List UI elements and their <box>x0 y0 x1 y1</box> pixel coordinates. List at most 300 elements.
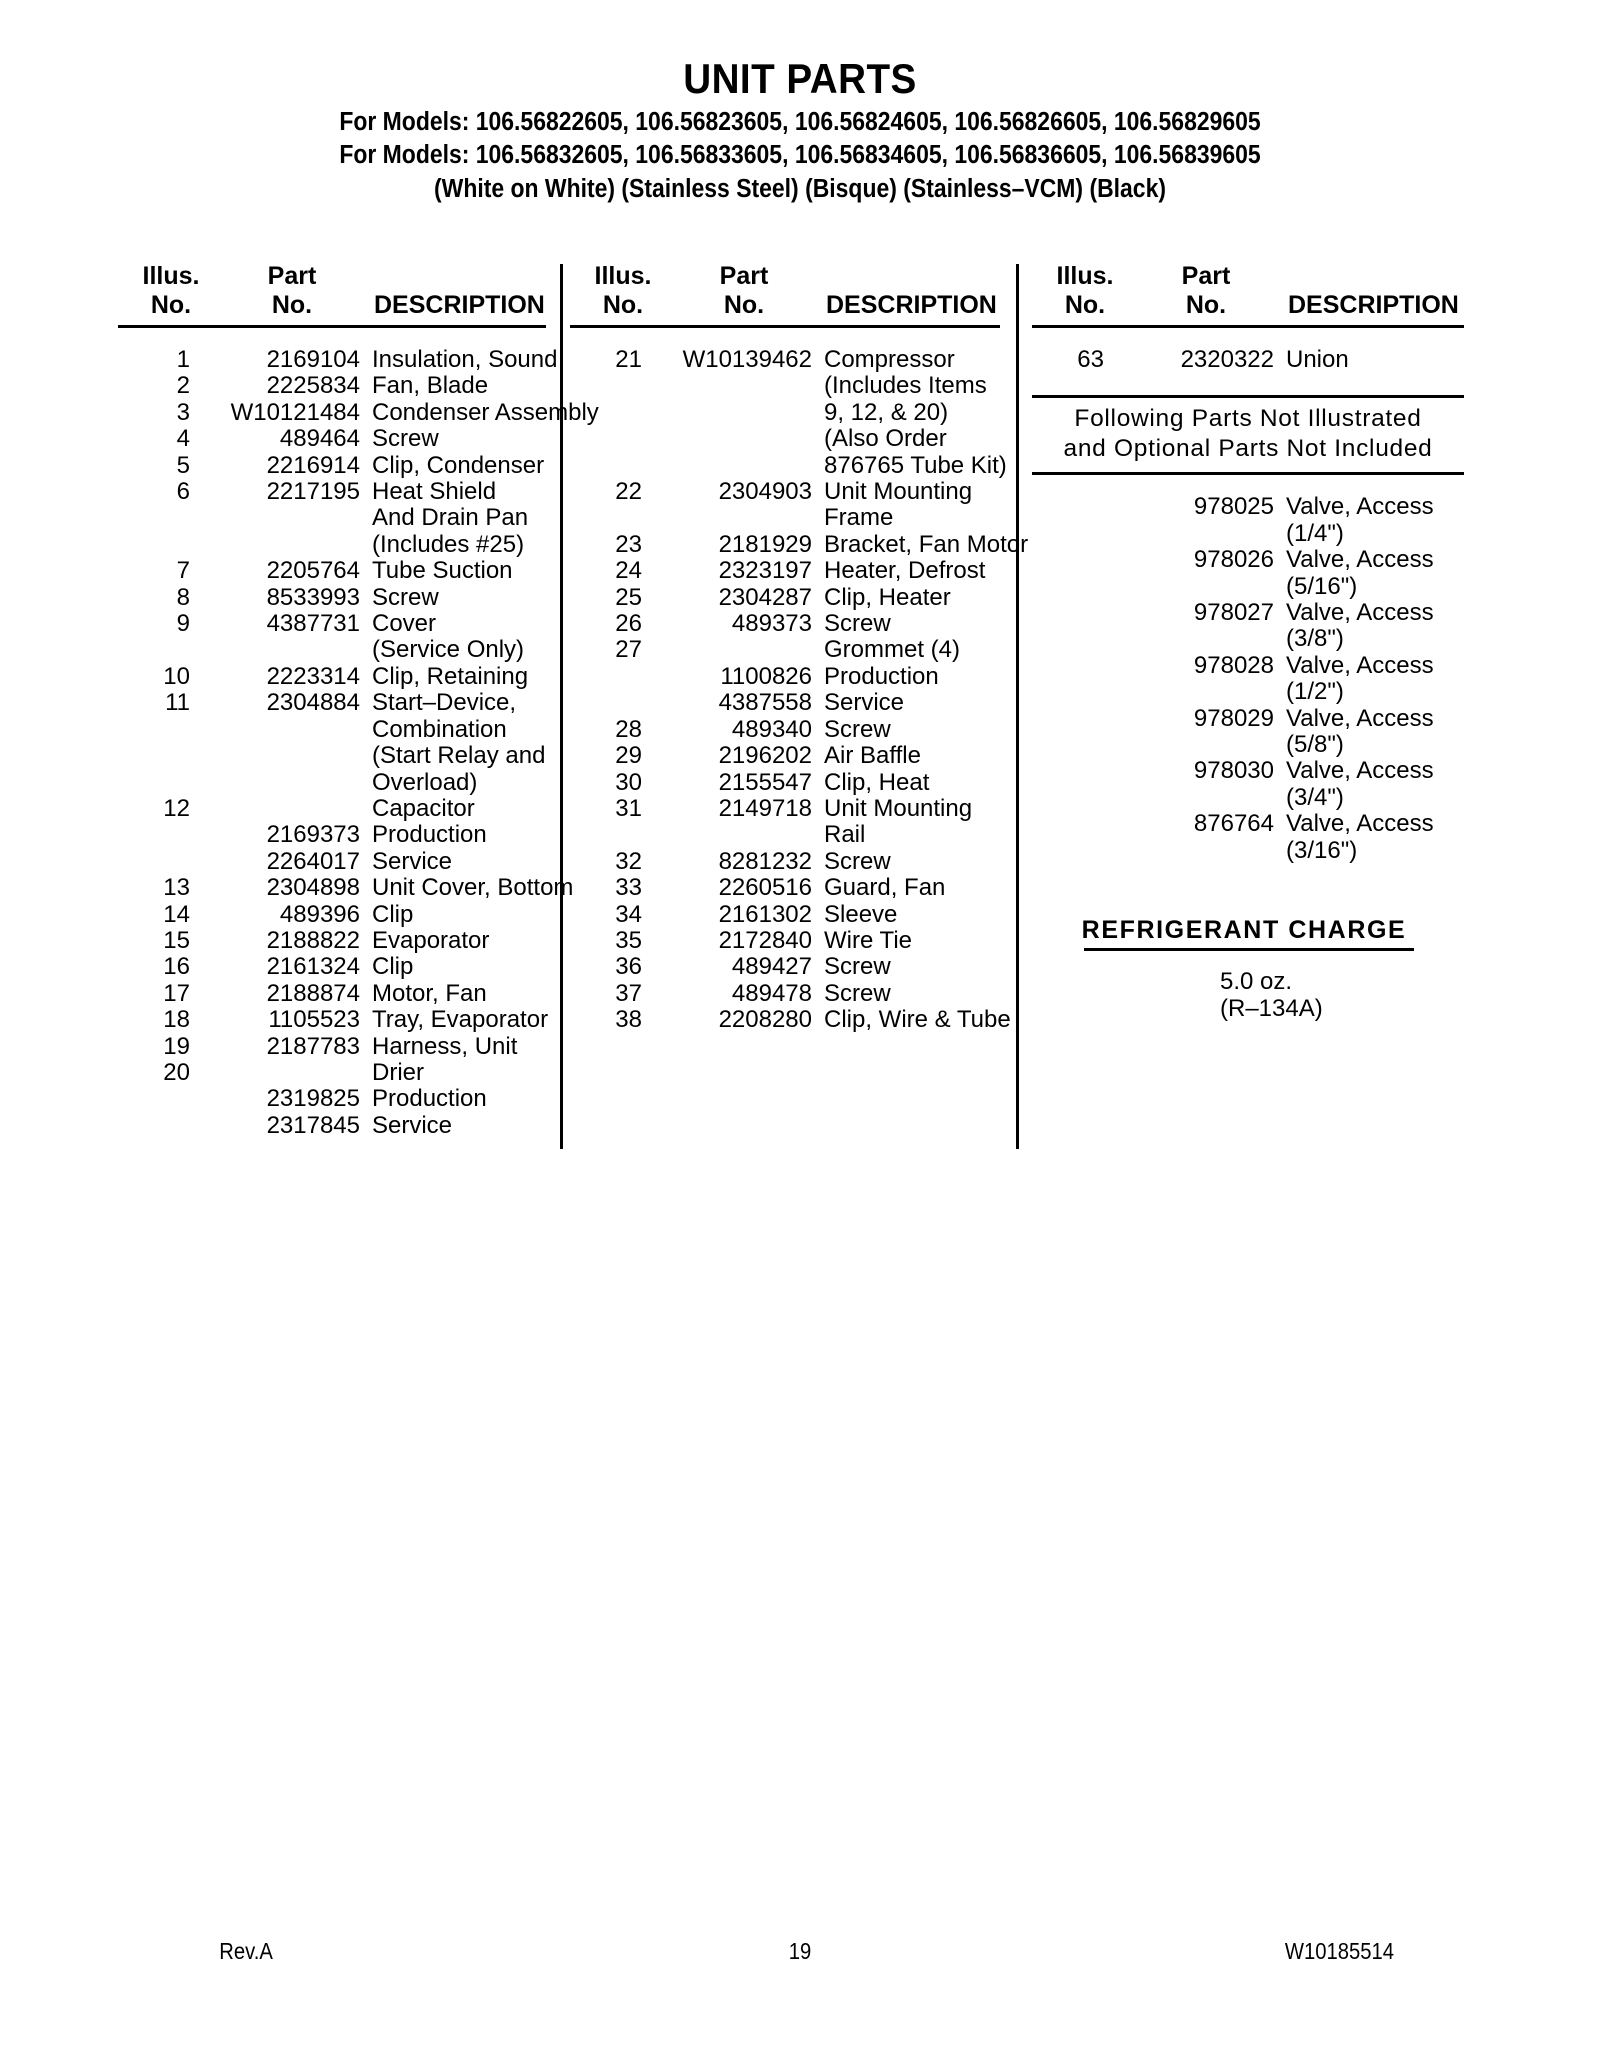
illustration-number: 32 <box>615 847 642 875</box>
illustration-number <box>570 822 642 848</box>
table-row <box>118 849 558 875</box>
illustration-number <box>1032 706 1104 732</box>
illustration-number: 27 <box>615 636 642 664</box>
part-number: 2323197 <box>718 557 812 585</box>
note-rule-bottom <box>1032 472 1464 475</box>
illustration-number <box>1032 811 1104 837</box>
table-row <box>570 954 1022 980</box>
part-description: Air Baffle <box>824 742 921 770</box>
table-row <box>118 558 558 584</box>
header-rule <box>570 325 1000 328</box>
table-row <box>570 822 1022 848</box>
note-line-1: Following Parts Not Illustrated <box>1074 405 1422 433</box>
part-description: Valve, Access <box>1286 810 1434 838</box>
part-description: Valve, Access <box>1286 704 1434 732</box>
part-number: 2205764 <box>266 557 360 585</box>
illustration-number: 1 <box>176 346 190 373</box>
illustration-number: 18 <box>163 1006 190 1034</box>
part-number: 978029 <box>1193 704 1274 732</box>
part-description: (1/2") <box>1286 678 1344 706</box>
illustration-number <box>1032 758 1104 784</box>
part-description: Tube Suction <box>372 557 513 585</box>
table-row <box>118 1086 558 1112</box>
part-description: Cover <box>372 610 437 638</box>
illustration-number: 9 <box>176 610 190 638</box>
part-number <box>190 1060 360 1086</box>
table-row <box>570 902 1022 928</box>
part-description: Compressor <box>824 346 955 373</box>
illustration-number <box>570 505 642 531</box>
column-2-header <box>570 262 1022 328</box>
part-number: 2223314 <box>266 662 360 690</box>
header-illus-line-2: No. <box>1064 291 1106 319</box>
page-footer <box>96 1938 1504 1974</box>
illustration-number: 7 <box>176 557 190 585</box>
illustration-number <box>1032 494 1104 520</box>
table-row <box>118 373 558 399</box>
illustration-number: 31 <box>615 794 642 822</box>
header-description: DESCRIPTION <box>1288 291 1459 319</box>
part-number: 2260516 <box>718 874 812 902</box>
table-row <box>118 347 558 373</box>
part-description: Service <box>372 847 453 875</box>
models-line-2: For Models: 106.56832605, 106.56833605, 106.56834605, 106.56836605, 106.56839605 <box>339 141 1261 169</box>
part-description: (Includes #25) <box>372 530 525 558</box>
illustration-number <box>1032 600 1104 626</box>
part-number: 978027 <box>1193 599 1274 627</box>
parts-columns <box>0 262 1600 1152</box>
illustration-number: 35 <box>615 926 642 954</box>
part-number: 8533993 <box>266 583 360 611</box>
part-number <box>1104 679 1274 705</box>
column-2-rows <box>570 346 1029 1034</box>
part-number: 2188874 <box>266 979 360 1007</box>
part-description: Valve, Access <box>1286 546 1434 574</box>
table-row <box>1032 626 1502 652</box>
part-description: (Includes Items <box>824 372 987 400</box>
part-description: (3/8") <box>1286 625 1344 653</box>
table-row <box>570 875 1022 901</box>
part-number: 2208280 <box>718 1006 812 1034</box>
part-number: 876764 <box>1193 810 1274 838</box>
table-row <box>570 664 1022 690</box>
header-part-line-1: Part <box>1181 262 1231 290</box>
part-number: W10121484 <box>230 398 360 426</box>
part-description: Guard, Fan <box>824 874 946 902</box>
illustration-number <box>570 690 642 716</box>
table-row <box>1032 347 1502 373</box>
part-description: Heater, Defrost <box>824 557 986 585</box>
part-number: 4387558 <box>718 689 812 717</box>
illustration-number <box>1032 679 1104 705</box>
illustration-number <box>570 453 642 479</box>
part-description: (5/8") <box>1286 731 1344 759</box>
part-number: 2304287 <box>718 583 812 611</box>
part-number <box>1104 521 1274 547</box>
refrigerant-charge-underline <box>1084 948 1414 951</box>
part-description: Screw <box>824 715 891 743</box>
part-description: Wire Tie <box>824 926 913 954</box>
part-number <box>1104 732 1274 758</box>
illustration-number: 37 <box>615 979 642 1007</box>
part-description: Screw <box>824 847 891 875</box>
table-row <box>570 505 1022 531</box>
illustration-number: 29 <box>615 742 642 770</box>
table-row <box>118 1113 558 1139</box>
part-description: (3/16") <box>1286 836 1358 864</box>
illustration-number: 33 <box>615 874 642 902</box>
illustration-number: 22 <box>615 478 642 506</box>
refrigerant-amount: 5.0 oz. <box>1220 968 1293 996</box>
refrigerant-type: (R–134A) <box>1220 994 1323 1022</box>
header-part-line-1: Part <box>719 262 769 290</box>
column-divider-1 <box>560 264 563 1149</box>
part-description: Overload) <box>372 768 478 796</box>
table-row <box>118 453 558 479</box>
part-number: 2317845 <box>266 1111 360 1139</box>
table-row <box>118 1034 558 1060</box>
part-description: Unit Mounting <box>824 478 973 506</box>
illustration-number: 4 <box>176 425 190 453</box>
illustration-number <box>570 400 642 426</box>
part-description: (1/4") <box>1286 519 1344 547</box>
part-description: Valve, Access <box>1286 493 1434 521</box>
illustration-number: 15 <box>163 926 190 954</box>
part-number: 978030 <box>1193 757 1274 785</box>
part-description: Clip, Wire & Tube <box>824 1006 1011 1034</box>
revision-label: Rev.A <box>219 1938 273 1964</box>
header-illus-line-2: No. <box>602 291 644 319</box>
optional-parts-rows <box>1032 494 1502 864</box>
illustration-number <box>1032 626 1104 652</box>
table-row <box>570 981 1022 1007</box>
part-number: 489396 <box>279 900 360 928</box>
part-number <box>1104 626 1274 652</box>
parts-column-1 <box>118 262 599 1139</box>
illustration-number: 23 <box>615 530 642 558</box>
table-row <box>118 479 558 505</box>
page-header <box>0 56 1600 207</box>
part-number: 2304898 <box>266 874 360 902</box>
part-description: Rail <box>824 821 866 849</box>
table-row <box>118 717 558 743</box>
header-part-line-2: No. <box>1185 291 1227 319</box>
illustration-number: 17 <box>163 979 190 1007</box>
part-number: 2320322 <box>1180 346 1274 373</box>
part-number: 2155547 <box>718 768 812 796</box>
part-number: 2181929 <box>718 530 812 558</box>
header-part-line-2: No. <box>271 291 313 319</box>
table-row <box>118 796 558 822</box>
table-row <box>118 585 558 611</box>
part-description: (Start Relay and <box>372 742 546 770</box>
part-number <box>190 532 360 558</box>
table-row <box>570 1007 1022 1033</box>
part-description: Screw <box>372 583 439 611</box>
part-number: 2169104 <box>266 346 360 373</box>
part-number: 1105523 <box>268 1006 360 1034</box>
illustration-number <box>118 1086 190 1112</box>
part-description: Start–Device, <box>372 689 517 717</box>
part-description: (Service Only) <box>372 636 525 664</box>
not-illustrated-note <box>1032 398 1464 468</box>
table-row <box>1032 521 1502 547</box>
part-description: Evaporator <box>372 926 490 954</box>
illustration-number: 14 <box>163 900 190 928</box>
header-description: DESCRIPTION <box>826 291 997 319</box>
illustration-number <box>118 717 190 743</box>
part-description: Screw <box>824 953 891 981</box>
part-number: 2161324 <box>266 953 360 981</box>
table-row <box>570 530 1029 558</box>
illustration-number <box>118 637 190 663</box>
part-number: 2216914 <box>266 451 360 479</box>
models-line-1: For Models: 106.56822605, 106.56823605, 106.56824605, 106.56826605, 106.56829605 <box>339 108 1261 136</box>
part-description: Unit Cover, Bottom <box>372 874 574 902</box>
part-number <box>1104 785 1274 811</box>
part-number: 489478 <box>731 979 812 1007</box>
part-description: (Also Order <box>824 425 947 453</box>
illustration-number: 63 <box>1077 346 1104 373</box>
illustration-number: 2 <box>176 372 190 400</box>
illustration-number <box>1032 732 1104 758</box>
page-number: 19 <box>788 1938 812 1964</box>
part-description: Production <box>824 662 939 690</box>
table-row <box>118 981 558 1007</box>
part-description: Clip <box>372 900 414 928</box>
table-row <box>118 1060 558 1086</box>
part-description: Valve, Access <box>1286 651 1434 679</box>
header-illus-line-1: Illus. <box>1056 262 1114 290</box>
table-row <box>118 928 558 954</box>
part-number: 2149718 <box>718 794 812 822</box>
table-row <box>118 398 599 426</box>
part-description: Tray, Evaporator <box>372 1006 549 1034</box>
part-number <box>642 400 812 426</box>
part-number: 2319825 <box>266 1085 360 1113</box>
table-row <box>118 611 558 637</box>
illustration-number: 8 <box>176 583 190 611</box>
part-number <box>642 637 812 663</box>
part-number <box>642 426 812 452</box>
illustration-number: 21 <box>615 346 642 373</box>
table-row <box>118 822 558 848</box>
part-number <box>1104 574 1274 600</box>
part-description: Frame <box>824 504 894 532</box>
part-description: Unit Mounting <box>824 794 973 822</box>
part-number: 2161302 <box>718 900 812 928</box>
illustration-number <box>118 770 190 796</box>
part-description: Production <box>372 1085 487 1113</box>
part-number: 2196202 <box>718 742 812 770</box>
illustration-number: 20 <box>163 1058 190 1086</box>
table-row <box>118 743 558 769</box>
illustration-number <box>570 664 642 690</box>
part-description: And Drain Pan <box>372 504 529 532</box>
table-row <box>570 690 1022 716</box>
part-number <box>642 373 812 399</box>
part-number <box>190 796 360 822</box>
column-1-header <box>118 262 558 328</box>
part-description: Clip, Retaining <box>372 662 529 690</box>
header-part-line-1: Part <box>267 262 317 290</box>
table-row <box>570 373 1022 399</box>
part-description: Motor, Fan <box>372 979 487 1007</box>
part-description: Production <box>372 821 487 849</box>
table-row <box>118 1007 558 1033</box>
table-row <box>1032 758 1502 784</box>
part-number <box>190 505 360 531</box>
part-description: (5/16") <box>1286 572 1358 600</box>
finishes-line: (White on White) (Stainless Steel) (Bisque) (Stainless–VCM) (Black) <box>434 175 1166 203</box>
illustration-number <box>118 1113 190 1139</box>
part-number: 978028 <box>1193 651 1274 679</box>
part-number <box>190 743 360 769</box>
refrigerant-charge-values <box>1032 969 1502 1022</box>
part-number: 1100826 <box>720 662 812 690</box>
illustration-number: 26 <box>615 610 642 638</box>
part-number: W10139462 <box>682 346 812 373</box>
table-row <box>118 954 558 980</box>
illustration-number: 13 <box>163 874 190 902</box>
part-number: 2187783 <box>266 1032 360 1060</box>
illustration-number: 12 <box>163 794 190 822</box>
part-description: Harness, Unit <box>372 1032 518 1060</box>
header-illus-line-1: Illus. <box>142 262 200 290</box>
part-description: Clip <box>372 953 414 981</box>
table-row <box>570 479 1022 505</box>
illustration-number: 10 <box>163 662 190 690</box>
table-row <box>570 611 1022 637</box>
illustration-number <box>118 822 190 848</box>
table-row <box>570 796 1022 822</box>
part-number: 2225834 <box>266 372 360 400</box>
part-number <box>1104 838 1274 864</box>
illustration-number <box>1032 574 1104 600</box>
illustration-number: 34 <box>615 900 642 928</box>
document-number: W10185514 <box>1284 1938 1394 1964</box>
part-number <box>190 717 360 743</box>
header-illus-line-2: No. <box>150 291 192 319</box>
illustration-number <box>118 505 190 531</box>
part-number <box>642 505 812 531</box>
table-row <box>118 770 558 796</box>
part-number: 2169373 <box>266 821 360 849</box>
part-number <box>642 822 812 848</box>
parts-column-3 <box>1032 262 1502 1022</box>
part-description: Clip, Condenser <box>372 451 545 479</box>
table-row <box>570 347 1022 373</box>
part-description: Valve, Access <box>1286 599 1434 627</box>
part-description: Service <box>824 689 905 717</box>
table-row <box>118 902 558 928</box>
illustration-number: 6 <box>176 478 190 506</box>
illustration-number <box>1032 653 1104 679</box>
part-description: Clip, Heater <box>824 583 951 611</box>
part-number: 2217195 <box>266 478 360 506</box>
table-row <box>118 690 558 716</box>
part-number: 2172840 <box>718 926 812 954</box>
illustration-number: 28 <box>615 715 642 743</box>
table-row <box>570 770 1022 796</box>
part-number: 4387731 <box>266 610 360 638</box>
illustration-number: 3 <box>176 398 190 426</box>
header-rule <box>1032 325 1464 328</box>
part-number: 2304884 <box>266 689 360 717</box>
table-row <box>1032 547 1502 573</box>
part-description: Insulation, Sound <box>372 346 558 373</box>
table-row <box>1032 732 1502 758</box>
part-description: Capacitor <box>372 794 475 822</box>
part-description: Clip, Heat <box>824 768 930 796</box>
note-line-2: and Optional Parts Not Included <box>1063 435 1433 463</box>
illustration-number <box>1032 785 1104 811</box>
table-row <box>570 453 1022 479</box>
illustration-number: 25 <box>615 583 642 611</box>
table-row <box>570 928 1022 954</box>
table-row <box>1032 574 1502 600</box>
column-3-header <box>1032 262 1502 328</box>
illustration-number: 36 <box>615 953 642 981</box>
table-row <box>1032 811 1502 837</box>
table-row <box>570 637 1022 663</box>
part-number: 2264017 <box>266 847 360 875</box>
part-number <box>190 770 360 796</box>
table-row <box>570 585 1022 611</box>
table-row <box>570 743 1022 769</box>
table-row <box>1032 679 1502 705</box>
illustration-number <box>570 373 642 399</box>
table-row <box>570 558 1022 584</box>
illustration-number: 24 <box>615 557 642 585</box>
part-number: 2304903 <box>718 478 812 506</box>
part-description: (3/4") <box>1286 783 1344 811</box>
refrigerant-charge-heading: REFRIGERANT CHARGE <box>1081 916 1407 945</box>
column-1-rows <box>118 346 599 1139</box>
part-description: Sleeve <box>824 900 898 928</box>
part-number: 2188822 <box>266 926 360 954</box>
part-number: 489427 <box>731 953 812 981</box>
part-description: Bracket, Fan Motor <box>824 530 1029 558</box>
part-description: Valve, Access <box>1286 757 1434 785</box>
illustration-number: 30 <box>615 768 642 796</box>
part-number: 978026 <box>1193 546 1274 574</box>
illustration-number: 11 <box>165 689 190 717</box>
illustration-number <box>1032 521 1104 547</box>
table-row <box>1032 653 1502 679</box>
illustration-number <box>570 426 642 452</box>
header-part-line-2: No. <box>723 291 765 319</box>
illustration-number <box>118 743 190 769</box>
table-row <box>1032 600 1502 626</box>
part-number: 489464 <box>279 425 360 453</box>
table-row <box>1032 706 1502 732</box>
part-description: Combination <box>372 715 507 743</box>
part-description: Screw <box>824 979 891 1007</box>
table-row <box>118 532 558 558</box>
part-description: 9, 12, & 20) <box>824 398 949 426</box>
part-description: Fan, Blade <box>372 372 489 400</box>
header-illus-line-1: Illus. <box>594 262 652 290</box>
table-row <box>1032 838 1502 864</box>
table-row <box>1032 494 1502 520</box>
part-number: 8281232 <box>718 847 812 875</box>
table-row <box>1032 785 1502 811</box>
part-description: Heat Shield <box>372 478 497 506</box>
header-rule <box>118 325 546 328</box>
illustration-number: 5 <box>176 451 190 479</box>
illustration-number <box>118 532 190 558</box>
